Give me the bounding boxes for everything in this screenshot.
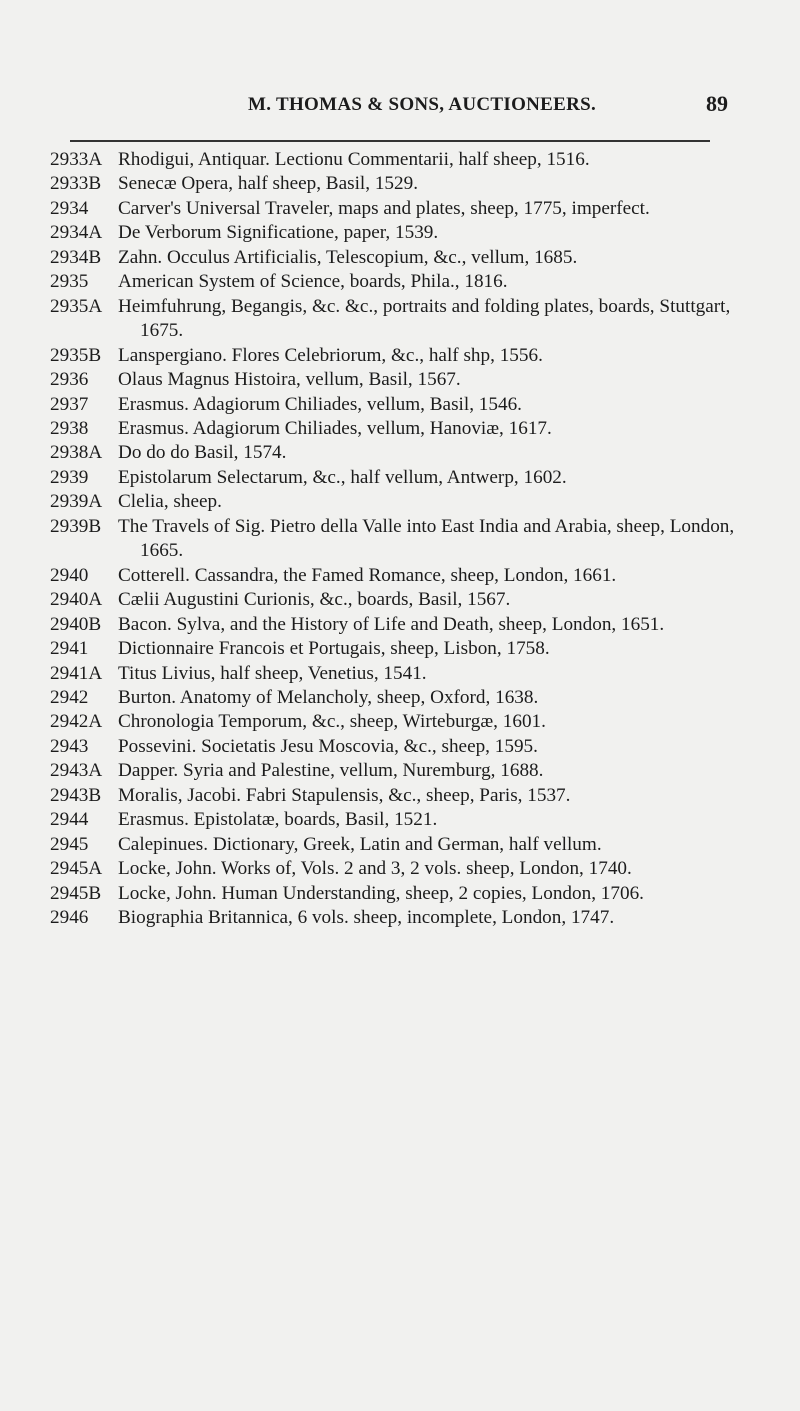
lot-description: Erasmus. Epistolatæ, boards, Basil, 1521. (118, 809, 438, 831)
catalogue-entry (50, 490, 765, 514)
catalogue-entry (50, 270, 765, 294)
catalogue-entry (50, 246, 765, 270)
catalogue-entry (50, 197, 765, 221)
catalogue-entry (50, 441, 765, 465)
lot-number: 2934B (50, 246, 102, 268)
catalogue-entry (50, 613, 765, 637)
lot-number: 2940 (50, 564, 89, 586)
lot-number: 2942A (50, 711, 103, 733)
running-head: M. THOMAS & SONS, AUCTIONEERS. (248, 94, 597, 115)
catalogue-entry (50, 710, 765, 734)
catalogue-entry (50, 564, 765, 588)
catalogue-entry (50, 759, 765, 783)
lot-description: Lanspergiano. Flores Celebriorum, &c., half shp, 1556. (118, 344, 543, 366)
lot-description: Locke, John. Human Understanding, sheep, 2 copies, London, 1706. (118, 882, 644, 904)
lot-description: Cælii Augustini Curionis, &c., boards, Basil, 1567. (118, 589, 511, 611)
page-header (0, 91, 800, 124)
catalogue-entry (50, 808, 765, 832)
lot-number: 2943B (50, 784, 102, 806)
lot-number: 2933B (50, 173, 102, 195)
catalogue-entry (50, 686, 765, 710)
lot-number: 2944 (50, 809, 89, 831)
lot-description: Dictionnaire Francois et Portugais, sheep, Lisbon, 1758. (118, 638, 550, 660)
lot-number: 2943 (50, 735, 89, 757)
lot-number: 2934 (50, 197, 89, 219)
catalogue-entry (50, 221, 765, 245)
lot-description: Erasmus. Adagiorum Chiliades, vellum, Hanoviæ, 1617. (118, 417, 552, 439)
lot-number: 2937 (50, 393, 89, 415)
catalogue-entry (50, 882, 765, 906)
header-rule (70, 140, 710, 142)
catalogue-entry (50, 344, 765, 368)
lot-description: The Travels of Sig. Pietro della Valle into East India and Arabia, sheep, London, 1665. (118, 515, 735, 562)
lot-description: Cotterell. Cassandra, the Famed Romance, sheep, London, 1661. (118, 564, 617, 586)
lot-number: 2935 (50, 271, 89, 293)
lot-description: Titus Livius, half sheep, Venetius, 1541. (118, 662, 427, 684)
lot-description: Burton. Anatomy of Melancholy, sheep, Oxford, 1638. (118, 686, 539, 708)
catalogue-entry (50, 148, 765, 172)
lot-description: Senecæ Opera, half sheep, Basil, 1529. (118, 173, 418, 195)
lot-number: 2933A (50, 149, 103, 170)
lot-description: Olaus Magnus Histoira, vellum, Basil, 1567. (118, 369, 461, 391)
lot-number: 2946 (50, 907, 89, 929)
catalogue-entry (50, 393, 765, 417)
catalogue-entry (50, 906, 765, 930)
lot-number: 2939 (50, 466, 89, 488)
lot-number: 2945 (50, 833, 89, 855)
catalogue-entry (50, 515, 765, 564)
catalogue-entry (50, 662, 765, 686)
lot-description: De Verborum Significatione, paper, 1539. (118, 222, 439, 244)
lot-description: Chronologia Temporum, &c., sheep, Wirteburgæ, 1601. (118, 711, 546, 733)
lot-number: 2934A (50, 222, 103, 244)
catalogue-entry (50, 172, 765, 196)
catalogue-entry (50, 368, 765, 392)
lot-number: 2940A (50, 589, 103, 611)
catalogue-entry (50, 466, 765, 490)
lot-description: Locke, John. Works of, Vols. 2 and 3, 2 vols. sheep, London, 1740. (118, 858, 632, 880)
catalogue-entry (50, 637, 765, 661)
lot-description: Heimfuhrung, Begangis, &c. &c., portraits and folding plates, boards, Stuttgart, 1675. (118, 295, 731, 342)
lot-number: 2945A (50, 858, 103, 880)
lot-description: Biographia Britannica, 6 vols. sheep, incomplete, London, 1747. (118, 907, 615, 929)
lot-number: 2938A (50, 442, 103, 464)
page-number: 89 (706, 91, 728, 116)
lot-description: Zahn. Occulus Artificialis, Telescopium, &c., vellum, 1685. (118, 246, 578, 268)
catalogue-entry (50, 735, 765, 759)
lot-number: 2940B (50, 613, 102, 635)
lot-description: Clelia, sheep. (118, 491, 222, 513)
catalogue-entry (50, 417, 765, 441)
lot-number: 2936 (50, 369, 89, 391)
lot-description: Rhodigui, Antiquar. Lectionu Commentarii, half sheep, 1516. (118, 149, 590, 170)
lot-number: 2941A (50, 662, 103, 684)
lot-number: 2935A (50, 295, 103, 317)
lot-number: 2943A (50, 760, 103, 782)
lot-description: Possevini. Societatis Jesu Moscovia, &c., sheep, 1595. (118, 735, 538, 757)
lot-number: 2939B (50, 515, 102, 537)
lot-description: Carver's Universal Traveler, maps and plates, sheep, 1775, imperfect. (118, 197, 650, 219)
lot-description: Erasmus. Adagiorum Chiliades, vellum, Basil, 1546. (118, 393, 522, 415)
lot-number: 2942 (50, 686, 89, 708)
lot-description: Calepinues. Dictionary, Greek, Latin and German, half vellum. (118, 833, 602, 855)
catalogue-entry (50, 857, 765, 881)
lot-description: Epistolarum Selectarum, &c., half vellum, Antwerp, 1602. (118, 466, 567, 488)
catalogue-entry (50, 588, 765, 612)
catalogue-entry (50, 784, 765, 808)
lot-number: 2938 (50, 417, 89, 439)
lot-number: 2939A (50, 491, 103, 513)
lot-number: 2935B (50, 344, 102, 366)
lot-description: American System of Science, boards, Phila., 1816. (118, 271, 508, 293)
catalogue-entries (50, 148, 765, 931)
catalogue-entry (50, 833, 765, 857)
catalogue-entry (50, 295, 765, 344)
lot-description: Bacon. Sylva, and the History of Life and Death, sheep, London, 1651. (118, 613, 665, 635)
lot-description: Do do do Basil, 1574. (118, 442, 287, 464)
lot-description: Dapper. Syria and Palestine, vellum, Nuremburg, 1688. (118, 760, 544, 782)
lot-description: Moralis, Jacobi. Fabri Stapulensis, &c., sheep, Paris, 1537. (118, 784, 571, 806)
lot-number: 2945B (50, 882, 102, 904)
lot-number: 2941 (50, 638, 89, 660)
